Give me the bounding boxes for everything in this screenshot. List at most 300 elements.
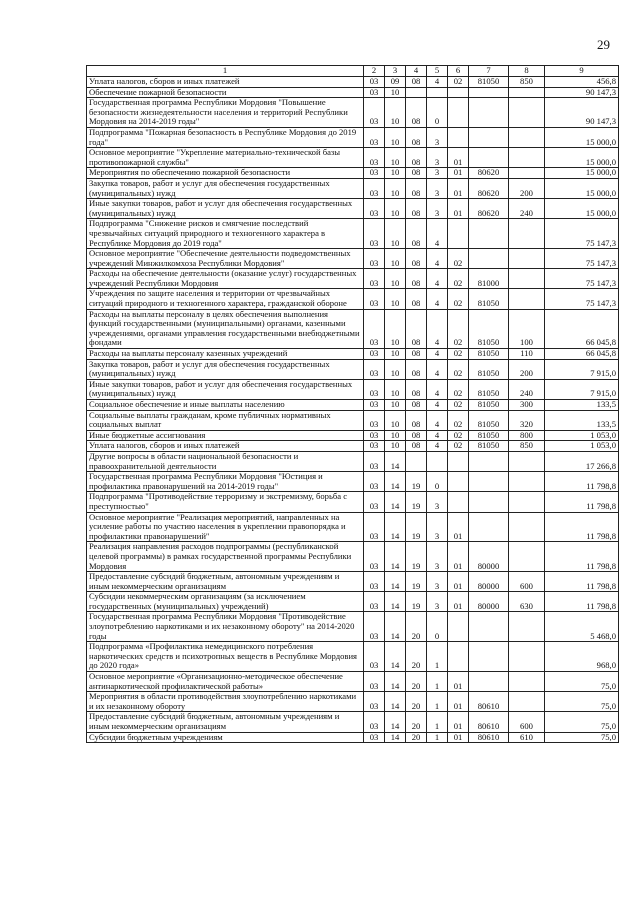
table-row [87, 692, 619, 712]
table-body [87, 77, 619, 743]
amount-cell: 75 147,3 [545, 219, 619, 249]
header-cell: 8 [509, 66, 545, 77]
expense-direction-cell [469, 642, 509, 672]
chapter-code-cell: 03 [364, 512, 385, 542]
event-code-cell [448, 612, 469, 642]
amount-cell: 90 147,3 [545, 87, 619, 98]
program-code-cell: 19 [406, 472, 427, 492]
program-code-cell: 08 [406, 359, 427, 379]
expense-direction-cell: 81050 [469, 410, 509, 430]
amount-cell: 66 045,8 [545, 349, 619, 360]
expense-type-cell [509, 168, 545, 179]
chapter-code-cell: 03 [364, 472, 385, 492]
row-name-cell: Подпрограмма "Противодействие терроризму и экстремизму, борьба с преступностью" [87, 492, 364, 512]
expense-direction-cell: 81050 [469, 379, 509, 399]
amount-cell: 17 266,8 [545, 451, 619, 471]
expense-type-cell [509, 642, 545, 672]
program-code-cell: 19 [406, 492, 427, 512]
section-code-cell: 14 [385, 592, 406, 612]
section-code-cell: 14 [385, 472, 406, 492]
amount-cell: 15 000,0 [545, 199, 619, 219]
row-name-cell: Учреждения по защите населения и территории от чрезвычайных ситуаций природного и техногенного характера, гражданской обороне [87, 289, 364, 309]
expense-type-cell [509, 612, 545, 642]
amount-cell: 7 915,0 [545, 359, 619, 379]
section-code-cell: 09 [385, 77, 406, 88]
table-row [87, 472, 619, 492]
section-code-cell: 14 [385, 672, 406, 692]
row-name-cell: Основное мероприятие "Обеспечение деятельности подведомственных учреждений Минжилкомхоза Республики Мордовия" [87, 249, 364, 269]
row-name-cell: Иные закупки товаров, работ и услуг для обеспечения государственных (муниципальных) нужд [87, 379, 364, 399]
expense-type-cell [509, 87, 545, 98]
chapter-code-cell: 03 [364, 359, 385, 379]
program-code-cell: 20 [406, 692, 427, 712]
expense-direction-cell: 80000 [469, 592, 509, 612]
table-row [87, 359, 619, 379]
event-code-cell: 02 [448, 430, 469, 441]
section-code-cell: 10 [385, 219, 406, 249]
subprogram-code-cell: 4 [427, 219, 448, 249]
amount-cell: 90 147,3 [545, 98, 619, 128]
subprogram-code-cell: 4 [427, 379, 448, 399]
expense-direction-cell: 80000 [469, 542, 509, 572]
event-code-cell: 02 [448, 359, 469, 379]
row-name-cell: Мероприятия по обеспечению пожарной безопасности [87, 168, 364, 179]
section-code-cell: 14 [385, 542, 406, 572]
row-name-cell: Закупка товаров, работ и услуг для обеспечения государственных (муниципальных) нужд [87, 359, 364, 379]
table-row [87, 441, 619, 452]
event-code-cell [448, 492, 469, 512]
subprogram-code-cell: 1 [427, 642, 448, 672]
section-code-cell: 10 [385, 349, 406, 360]
section-code-cell: 14 [385, 712, 406, 732]
chapter-code-cell: 03 [364, 178, 385, 198]
expense-type-cell: 610 [509, 732, 545, 743]
event-code-cell: 01 [448, 178, 469, 198]
expense-direction-cell: 80620 [469, 168, 509, 179]
program-code-cell: 08 [406, 400, 427, 411]
subprogram-code-cell: 4 [427, 349, 448, 360]
section-code-cell: 10 [385, 289, 406, 309]
program-code-cell: 20 [406, 672, 427, 692]
event-code-cell: 02 [448, 410, 469, 430]
header-cell: 7 [469, 66, 509, 77]
row-name-cell: Основное мероприятие «Организационно-методическое обеспечение антинаркотической профилактической работы» [87, 672, 364, 692]
expense-type-cell: 240 [509, 379, 545, 399]
event-code-cell: 01 [448, 542, 469, 572]
section-code-cell: 10 [385, 309, 406, 348]
row-name-cell: Уплата налогов, сборов и иных платежей [87, 77, 364, 88]
row-name-cell: Субсидии бюджетным учреждениям [87, 732, 364, 743]
subprogram-code-cell: 3 [427, 199, 448, 219]
expense-type-cell [509, 127, 545, 147]
expense-direction-cell: 80620 [469, 199, 509, 219]
subprogram-code-cell [427, 87, 448, 98]
amount-cell: 75,0 [545, 672, 619, 692]
amount-cell: 11 798,8 [545, 492, 619, 512]
expense-type-cell [509, 98, 545, 128]
expense-direction-cell: 81050 [469, 349, 509, 360]
program-code-cell: 08 [406, 309, 427, 348]
expense-type-cell [509, 472, 545, 492]
section-code-cell: 10 [385, 359, 406, 379]
expense-direction-cell [469, 451, 509, 471]
chapter-code-cell: 03 [364, 349, 385, 360]
subprogram-code-cell: 4 [427, 309, 448, 348]
chapter-code-cell: 03 [364, 400, 385, 411]
program-code-cell: 08 [406, 430, 427, 441]
program-code-cell: 08 [406, 441, 427, 452]
expense-type-cell [509, 512, 545, 542]
chapter-code-cell: 03 [364, 542, 385, 572]
event-code-cell [448, 127, 469, 147]
table-row [87, 168, 619, 179]
amount-cell: 1 053,0 [545, 430, 619, 441]
row-name-cell: Обеспечение пожарной безопасности [87, 87, 364, 98]
event-code-cell [448, 87, 469, 98]
expense-direction-cell [469, 672, 509, 692]
table-row [87, 732, 619, 743]
row-name-cell: Расходы на обеспечение деятельности (оказание услуг) государственных учреждений Республики Мордовия [87, 269, 364, 289]
table-row [87, 349, 619, 360]
header-cell: 6 [448, 66, 469, 77]
event-code-cell: 01 [448, 512, 469, 542]
expense-type-cell: 850 [509, 441, 545, 452]
expense-type-cell: 800 [509, 430, 545, 441]
row-name-cell: Иные бюджетные ассигнования [87, 430, 364, 441]
table-row [87, 492, 619, 512]
event-code-cell: 01 [448, 168, 469, 179]
section-code-cell: 10 [385, 127, 406, 147]
section-code-cell: 14 [385, 492, 406, 512]
chapter-code-cell: 03 [364, 451, 385, 471]
table-row [87, 87, 619, 98]
row-name-cell: Государственная программа Республики Мордовия "Юстиция и профилактика правонарушений на 2014-2019 годы" [87, 472, 364, 492]
event-code-cell: 01 [448, 712, 469, 732]
amount-cell: 1 053,0 [545, 441, 619, 452]
expense-direction-cell [469, 148, 509, 168]
subprogram-code-cell: 4 [427, 77, 448, 88]
section-code-cell: 10 [385, 87, 406, 98]
header-row [87, 66, 619, 77]
table-row [87, 712, 619, 732]
expense-direction-cell: 81050 [469, 309, 509, 348]
subprogram-code-cell: 0 [427, 612, 448, 642]
chapter-code-cell: 03 [364, 492, 385, 512]
program-code-cell: 08 [406, 379, 427, 399]
event-code-cell [448, 642, 469, 672]
subprogram-code-cell: 0 [427, 472, 448, 492]
header-cell: 4 [406, 66, 427, 77]
table-row [87, 430, 619, 441]
event-code-cell [448, 451, 469, 471]
section-code-cell: 10 [385, 168, 406, 179]
table-row [87, 289, 619, 309]
amount-cell: 75,0 [545, 732, 619, 743]
section-code-cell: 14 [385, 572, 406, 592]
expense-direction-cell: 80000 [469, 572, 509, 592]
section-code-cell: 10 [385, 430, 406, 441]
event-code-cell: 01 [448, 672, 469, 692]
subprogram-code-cell: 4 [427, 289, 448, 309]
subprogram-code-cell: 3 [427, 572, 448, 592]
program-code-cell: 08 [406, 219, 427, 249]
row-name-cell: Государственная программа Республики Мордовия "Повышение безопасности жизнедеятельности населения и территорий Республики Мордовия на 2014-2019 годы" [87, 98, 364, 128]
expense-type-cell [509, 148, 545, 168]
table-row [87, 512, 619, 542]
subprogram-code-cell: 3 [427, 127, 448, 147]
program-code-cell [406, 451, 427, 471]
amount-cell: 968,0 [545, 642, 619, 672]
table-row [87, 199, 619, 219]
subprogram-code-cell: 4 [427, 249, 448, 269]
row-name-cell: Иные закупки товаров, работ и услуг для обеспечения государственных (муниципальных) нужд [87, 199, 364, 219]
event-code-cell [448, 98, 469, 128]
chapter-code-cell: 03 [364, 309, 385, 348]
expense-direction-cell [469, 98, 509, 128]
subprogram-code-cell: 4 [427, 410, 448, 430]
header-cell: 2 [364, 66, 385, 77]
chapter-code-cell: 03 [364, 148, 385, 168]
table-row [87, 148, 619, 168]
subprogram-code-cell: 0 [427, 98, 448, 128]
program-code-cell: 19 [406, 572, 427, 592]
program-code-cell: 08 [406, 349, 427, 360]
amount-cell: 75,0 [545, 692, 619, 712]
program-code-cell: 08 [406, 77, 427, 88]
subprogram-code-cell: 1 [427, 712, 448, 732]
chapter-code-cell: 03 [364, 98, 385, 128]
table-row [87, 127, 619, 147]
amount-cell: 75 147,3 [545, 289, 619, 309]
table-row [87, 592, 619, 612]
expense-type-cell [509, 451, 545, 471]
subprogram-code-cell: 1 [427, 732, 448, 743]
subprogram-code-cell: 3 [427, 168, 448, 179]
expense-type-cell [509, 289, 545, 309]
row-name-cell: Подпрограмма «Профилактика немедицинского потребления наркотических средств и психотропных веществ в Республике Мордовия до 2020 года» [87, 642, 364, 672]
amount-cell: 133,5 [545, 400, 619, 411]
expense-direction-cell: 81050 [469, 400, 509, 411]
program-code-cell: 08 [406, 148, 427, 168]
subprogram-code-cell: 3 [427, 592, 448, 612]
program-code-cell: 19 [406, 512, 427, 542]
table-row [87, 309, 619, 348]
row-name-cell: Социальное обеспечение и иные выплаты населению [87, 400, 364, 411]
expense-direction-cell: 81050 [469, 289, 509, 309]
event-code-cell [448, 472, 469, 492]
amount-cell: 133,5 [545, 410, 619, 430]
program-code-cell: 19 [406, 542, 427, 572]
program-code-cell: 08 [406, 269, 427, 289]
section-code-cell: 14 [385, 612, 406, 642]
amount-cell: 11 798,8 [545, 592, 619, 612]
subprogram-code-cell: 3 [427, 512, 448, 542]
event-code-cell: 01 [448, 148, 469, 168]
program-code-cell: 08 [406, 127, 427, 147]
expense-type-cell: 600 [509, 572, 545, 592]
chapter-code-cell: 03 [364, 199, 385, 219]
row-name-cell: Социальные выплаты гражданам, кроме публичных нормативных социальных выплат [87, 410, 364, 430]
section-code-cell: 10 [385, 178, 406, 198]
program-code-cell: 20 [406, 712, 427, 732]
amount-cell: 15 000,0 [545, 127, 619, 147]
table-row [87, 269, 619, 289]
row-name-cell: Расходы на выплаты персоналу в целях обеспечения выполнения функций государственными (муниципальными) органами, казенными учреждениями, органами управления государственными внебюджетными фондами [87, 309, 364, 348]
program-code-cell: 20 [406, 642, 427, 672]
amount-cell: 66 045,8 [545, 309, 619, 348]
section-code-cell: 14 [385, 642, 406, 672]
row-name-cell: Подпрограмма "Снижение рисков и смягчение последствий чрезвычайных ситуаций природного и техногенного характера в Республике Мордовия до 2019 года" [87, 219, 364, 249]
amount-cell: 15 000,0 [545, 148, 619, 168]
event-code-cell: 02 [448, 349, 469, 360]
expense-direction-cell: 81050 [469, 430, 509, 441]
chapter-code-cell: 03 [364, 712, 385, 732]
event-code-cell: 02 [448, 77, 469, 88]
event-code-cell: 01 [448, 572, 469, 592]
subprogram-code-cell: 3 [427, 148, 448, 168]
table-row [87, 400, 619, 411]
table-row [87, 219, 619, 249]
amount-cell: 75,0 [545, 712, 619, 732]
row-name-cell: Другие вопросы в области национальной безопасности и правоохранительной деятельности [87, 451, 364, 471]
amount-cell: 456,8 [545, 77, 619, 88]
row-name-cell: Мероприятия в области противодействия злоупотреблению наркотиками и их незаконному обороту [87, 692, 364, 712]
expense-type-cell: 630 [509, 592, 545, 612]
chapter-code-cell: 03 [364, 168, 385, 179]
header-cell: 9 [545, 66, 619, 77]
chapter-code-cell: 03 [364, 289, 385, 309]
expense-direction-cell: 80610 [469, 692, 509, 712]
row-name-cell: Предоставление субсидий бюджетным, автономным учреждениям и иным некоммерческим организациям [87, 712, 364, 732]
expense-type-cell: 320 [509, 410, 545, 430]
program-code-cell: 08 [406, 98, 427, 128]
event-code-cell: 02 [448, 269, 469, 289]
subprogram-code-cell: 3 [427, 542, 448, 572]
expense-direction-cell [469, 219, 509, 249]
row-name-cell: Уплата налогов, сборов и иных платежей [87, 441, 364, 452]
header-cell: 5 [427, 66, 448, 77]
row-name-cell: Государственная программа Республики Мордовия "Противодействие злоупотреблению наркотиками и их незаконному обороту" на 2014-2020 годы [87, 612, 364, 642]
expense-type-cell [509, 672, 545, 692]
amount-cell: 11 798,8 [545, 542, 619, 572]
chapter-code-cell: 03 [364, 572, 385, 592]
table-row [87, 612, 619, 642]
chapter-code-cell: 03 [364, 642, 385, 672]
event-code-cell: 02 [448, 379, 469, 399]
program-code-cell: 19 [406, 592, 427, 612]
table-row [87, 672, 619, 692]
row-name-cell: Основное мероприятие "Реализация мероприятий, направленных на усиление работы по участию населения в укреплении правопорядка и профилактики правонарушений" [87, 512, 364, 542]
amount-cell: 11 798,8 [545, 572, 619, 592]
amount-cell: 7 915,0 [545, 379, 619, 399]
chapter-code-cell: 03 [364, 612, 385, 642]
table-row [87, 410, 619, 430]
expense-type-cell [509, 269, 545, 289]
expense-type-cell: 100 [509, 309, 545, 348]
expense-direction-cell [469, 512, 509, 542]
table-header [87, 66, 619, 77]
table-row [87, 98, 619, 128]
chapter-code-cell: 03 [364, 672, 385, 692]
section-code-cell: 14 [385, 451, 406, 471]
expense-type-cell: 300 [509, 400, 545, 411]
chapter-code-cell: 03 [364, 77, 385, 88]
expense-type-cell: 110 [509, 349, 545, 360]
expense-type-cell: 240 [509, 199, 545, 219]
expense-direction-cell [469, 249, 509, 269]
table-row [87, 379, 619, 399]
table-row [87, 451, 619, 471]
expense-type-cell: 200 [509, 359, 545, 379]
expense-direction-cell: 81050 [469, 441, 509, 452]
page-number: 29 [597, 37, 610, 52]
chapter-code-cell: 03 [364, 379, 385, 399]
table-row [87, 572, 619, 592]
row-name-cell: Основное мероприятие "Укрепление материально-технической базы противопожарной службы" [87, 148, 364, 168]
program-code-cell: 20 [406, 612, 427, 642]
expense-type-cell [509, 692, 545, 712]
expense-type-cell [509, 249, 545, 269]
subprogram-code-cell: 4 [427, 400, 448, 411]
program-code-cell: 08 [406, 168, 427, 179]
chapter-code-cell: 03 [364, 692, 385, 712]
chapter-code-cell: 03 [364, 127, 385, 147]
expense-direction-cell: 80610 [469, 732, 509, 743]
expense-direction-cell [469, 127, 509, 147]
section-code-cell: 10 [385, 249, 406, 269]
subprogram-code-cell: 4 [427, 441, 448, 452]
section-code-cell: 10 [385, 400, 406, 411]
chapter-code-cell: 03 [364, 249, 385, 269]
table-row [87, 642, 619, 672]
expense-type-cell: 850 [509, 77, 545, 88]
subprogram-code-cell: 4 [427, 430, 448, 441]
amount-cell: 11 798,8 [545, 512, 619, 542]
expense-direction-cell: 80620 [469, 178, 509, 198]
event-code-cell: 01 [448, 592, 469, 612]
subprogram-code-cell: 4 [427, 359, 448, 379]
chapter-code-cell: 03 [364, 441, 385, 452]
expense-type-cell [509, 492, 545, 512]
program-code-cell: 08 [406, 289, 427, 309]
program-code-cell: 08 [406, 178, 427, 198]
expense-direction-cell: 81000 [469, 269, 509, 289]
event-code-cell: 01 [448, 692, 469, 712]
amount-cell: 15 000,0 [545, 178, 619, 198]
table-row [87, 249, 619, 269]
amount-cell: 75 147,3 [545, 269, 619, 289]
header-cell: 1 [87, 66, 364, 77]
row-name-cell: Расходы на выплаты персоналу казенных учреждений [87, 349, 364, 360]
row-name-cell: Предоставление субсидий бюджетным, автономным учреждениям и иным некоммерческим организациям [87, 572, 364, 592]
section-code-cell: 14 [385, 692, 406, 712]
budget-table [86, 65, 619, 743]
expense-direction-cell [469, 472, 509, 492]
amount-cell: 15 000,0 [545, 168, 619, 179]
subprogram-code-cell [427, 451, 448, 471]
chapter-code-cell: 03 [364, 269, 385, 289]
expense-type-cell: 600 [509, 712, 545, 732]
event-code-cell [448, 219, 469, 249]
program-code-cell: 08 [406, 410, 427, 430]
subprogram-code-cell: 3 [427, 492, 448, 512]
expense-direction-cell [469, 87, 509, 98]
expense-type-cell [509, 542, 545, 572]
expense-direction-cell: 81050 [469, 77, 509, 88]
table-row [87, 178, 619, 198]
amount-cell: 11 798,8 [545, 472, 619, 492]
section-code-cell: 10 [385, 148, 406, 168]
